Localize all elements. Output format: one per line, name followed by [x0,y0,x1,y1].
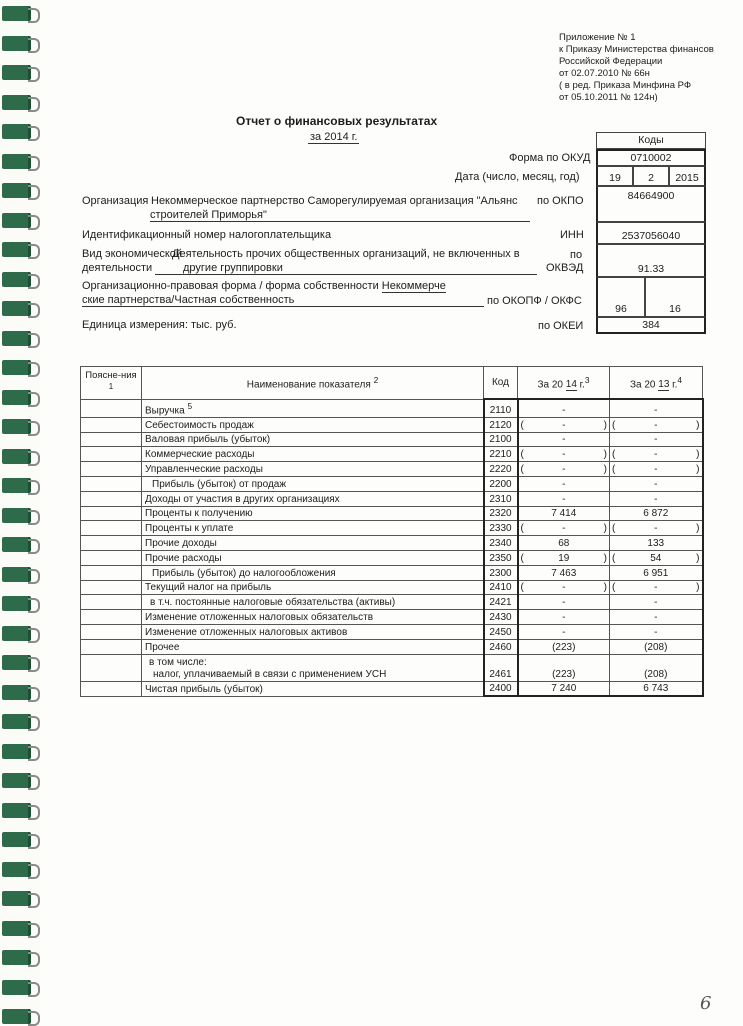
binding-ring-icon [2,596,31,611]
paren-close: ) [603,552,607,564]
paren-close: ) [603,419,607,431]
code-cell: 2310 [484,491,518,506]
note-cell [81,595,142,610]
indicator-text: Доходы от участия в других организациях [145,493,340,505]
value-cell [610,536,703,551]
code-cell: 2300 [484,565,518,580]
legal-label-text: Организационно-правовая форма / форма собственности [82,280,379,292]
indicator-name [142,432,484,447]
financial-results-table [80,366,704,697]
indicator-name [142,462,484,477]
binding-ring-icon [2,272,31,287]
value-text: - [562,611,566,623]
indicator-name [142,610,484,625]
paren-close: ) [696,419,700,431]
value-cell [518,551,610,566]
value-cell [518,462,610,477]
paren-close: ) [603,582,607,594]
binding-ring-icon [2,478,31,493]
note-cell [81,477,142,492]
indicator-text: Изменение отложенных налоговых активов [145,626,348,638]
value-text: 54 [650,552,662,564]
value-text: 6 872 [643,508,669,520]
indicator-text: Прочие расходы [145,552,222,564]
code-cell: 2110 [484,399,518,417]
table-row [81,565,703,580]
okved-label-top: по [570,249,583,261]
table-row [81,447,703,462]
value-text: - [562,404,566,416]
indicator-text: Валовая прибыль (убыток) [145,434,271,446]
value-cell [610,432,703,447]
table-row [81,506,703,521]
indicator-text: в т.ч. постоянные налоговые обязательства (активы) [150,597,396,609]
table-row [81,536,703,551]
indicator-name [142,565,484,580]
value-text: - [562,478,566,490]
paren-open: ( [612,449,616,461]
note-cell [81,536,142,551]
table-header-row [81,367,703,400]
paren-open: ( [520,523,524,535]
report-period: за 2014 г. [310,131,358,143]
note-cell [81,551,142,566]
indicator-text: Выручка [145,404,185,416]
value-text: - [654,523,658,535]
binding-ring-icon [2,980,31,995]
value-text: 7 463 [551,567,577,579]
okved-label: ОКВЭД [546,262,584,274]
okud-label: Форма по ОКУД [509,152,591,164]
value-text: - [654,434,658,446]
paren-close: ) [696,449,700,461]
col-name-header [142,367,484,400]
annex-line: Приложение № 1 [559,32,636,43]
note-cell [81,624,142,639]
value-cell [610,639,703,654]
binding-ring-icon [2,773,31,788]
col-prev-suffix: г. [672,379,678,391]
note-cell [81,447,142,462]
paren-close: ) [603,449,607,461]
value-text: - [654,478,658,490]
binding-ring-icon [2,655,31,670]
okopf-value: 96 [596,277,645,317]
table-row [81,551,703,566]
value-text: - [562,626,566,638]
col-cur-sup: 3 [584,374,590,385]
value-cell [610,491,703,506]
binding-ring-icon [2,950,31,965]
value-text: - [562,464,566,476]
codes-header: Коды [596,132,706,149]
value-cell [610,399,703,417]
code-cell: 2430 [484,610,518,625]
table-row [81,462,703,477]
note-cell [81,580,142,595]
paren-close: ) [603,523,607,535]
binding-ring-icon [2,685,31,700]
note-cell [81,506,142,521]
note-cell [81,639,142,654]
col-name-text: Наименование показателя [246,379,371,391]
value-text: (223) [552,641,576,653]
date-day: 19 [596,166,633,186]
binding-ring-icon [2,301,31,316]
note-cell [81,432,142,447]
note-cell [81,399,142,417]
paren-open: ( [612,552,616,564]
code-cell: 2210 [484,447,518,462]
code-cell: 2320 [484,506,518,521]
paren-open: ( [520,464,524,476]
okei-value: 384 [596,317,706,334]
indicator-text: Изменение отложенных налоговых обязательств [145,611,374,623]
value-cell [518,654,610,681]
value-cell [518,491,610,506]
value-cell [518,506,610,521]
value-text: - [562,449,566,461]
indicator-text: Прибыль (убыток) от продаж [152,478,287,490]
paren-close: ) [696,464,700,476]
value-cell [518,639,610,654]
value-cell [610,462,703,477]
value-cell [518,580,610,595]
code-cell: 2421 [484,595,518,610]
annex-block [559,32,714,104]
value-cell [518,536,610,551]
note-cell [81,565,142,580]
paren-open: ( [520,449,524,461]
value-cell [610,580,703,595]
value-cell [518,624,610,639]
report-title: Отчет о финансовых результатах [236,114,438,128]
binding-ring-icon [2,832,31,847]
value-text: 6 743 [643,683,669,695]
binding-ring-icon [2,242,31,257]
value-text: 7 414 [551,508,577,520]
col-note-text: Поясне-ния [85,369,137,381]
code-cell: 2330 [484,521,518,536]
col-cur-prefix: За 20 [537,379,563,391]
inn-value: 2537056040 [596,222,706,244]
value-text: (223) [552,668,576,680]
table-row [81,432,703,447]
code-cell: 2350 [484,551,518,566]
value-cell [610,595,703,610]
binding-ring-icon [2,567,31,582]
binding-ring-icon [2,390,31,405]
page-number: 6 [700,993,712,1014]
indicator-name [142,399,484,417]
value-text: - [654,464,658,476]
binding-ring-icon [2,154,31,169]
binding-ring-icon [2,803,31,818]
paren-close: ) [696,582,700,594]
binding-ring-icon [2,65,31,80]
table-row [81,399,703,417]
value-text: - [654,419,658,431]
okved-value: 91.33 [596,244,706,277]
paren-open: ( [520,552,524,564]
value-text: (208) [644,668,668,680]
org-name-line2: строителей Приморья" [150,209,530,222]
indicator-text: Управленческие расходы [145,464,263,476]
annex-line: ( в ред. Приказа Минфина РФ [559,80,692,91]
indicator-name [142,536,484,551]
indicator-name [142,639,484,654]
value-cell [610,447,703,462]
col-code-header: Код [484,367,518,400]
paren-open: ( [520,419,524,431]
okpo-value: 84664900 [596,186,706,222]
value-cell [518,565,610,580]
legal-line2: ские партнерства/Частная собственность [82,294,484,307]
inn-field-label: Идентификационный номер налогоплательщика [82,229,332,241]
value-cell [518,447,610,462]
binding-ring-icon [2,626,31,641]
date-month: 2 [633,166,669,186]
note-cell [81,521,142,536]
okopf-label: по ОКОПФ / ОКФС [487,295,582,307]
col-prev-header [610,367,703,400]
paren-open: ( [612,523,616,535]
binding-ring-icon [2,360,31,375]
indicator-text: Прочие доходы [145,538,217,549]
table-row [81,595,703,610]
binding-ring-icon [2,508,31,523]
indicator-name [142,477,484,492]
code-cell: 2220 [484,462,518,477]
indicator-name [142,624,484,639]
indicator-text: Себестоимость продаж [145,419,254,431]
annex-line: от 05.10.2011 № 124н) [559,92,658,103]
binding-ring-icon [2,744,31,759]
indicator-name [142,595,484,610]
value-text: - [654,404,658,416]
table-row [81,654,703,681]
note-cell [81,610,142,625]
value-text: - [562,597,566,609]
value-text: 6 951 [643,567,669,579]
unit-label: Единица измерения: тыс. руб. [82,319,237,331]
binding-ring-icon [2,36,31,51]
code-cell: 2410 [484,580,518,595]
indicator-name: Чистая прибыль (убыток) [142,681,484,696]
col-cur-header [518,367,610,400]
value-text: 133 [647,538,665,549]
value-text: - [562,434,566,446]
table-row [81,477,703,492]
binding-ring-icon [2,537,31,552]
code-cell: 2100 [484,432,518,447]
indicator-text: Прибыль (убыток) до налогообложения [152,567,336,579]
value-cell [518,521,610,536]
indicator-sup: 5 [187,400,193,411]
value-cell [610,477,703,492]
value-text: (208) [644,641,668,653]
org-name-line1: Некоммерческое партнерство Саморегулируемая организация "Альянс [151,195,518,207]
value-text: - [654,611,658,623]
note-cell [81,462,142,477]
inn-label: ИНН [560,229,584,241]
value-cell [518,610,610,625]
col-name-sup: 2 [373,375,379,386]
date-label: Дата (число, месяц, год) [455,171,580,183]
paren-open: ( [612,464,616,476]
value-cell [610,624,703,639]
annex-line: от 02.07.2010 № 66н [559,68,650,79]
col-prev-sup: 4 [677,374,683,385]
value-cell [518,681,610,696]
value-text: - [562,493,566,505]
table-row-net [81,681,703,696]
note-cell [81,654,142,681]
col-note-header [81,367,142,400]
value-text: - [562,523,566,535]
indicator-name [142,580,484,595]
code-cell: 2460 [484,639,518,654]
annex-line: к Приказу Министерства финансов [559,44,714,55]
table-row [81,491,703,506]
indicator-text: налог, уплачиваемый в связи с применением УСН [153,668,387,680]
table-row [81,521,703,536]
paren-open: ( [612,419,616,431]
okfs-value: 16 [645,277,706,317]
value-cell [610,417,703,432]
okud-value: 0710002 [596,149,706,166]
activity-label-1: Вид экономической [82,248,183,260]
value-cell [610,521,703,536]
table-row [81,417,703,432]
value-text: - [562,419,566,431]
binding-ring-icon [2,213,31,228]
binding-ring-icon [2,95,31,110]
indicator-text: Текущий налог на прибыль [145,582,272,594]
binding-ring-icon [2,862,31,877]
value-text: - [562,582,566,594]
value-cell [518,477,610,492]
code-cell: 2400 [484,681,518,696]
binding-ring-icon [2,331,31,346]
value-cell [518,417,610,432]
value-cell [610,506,703,521]
note-cell [81,417,142,432]
indicator-name [142,447,484,462]
value-text: - [654,626,658,638]
value-text: - [654,597,658,609]
value-text: - [654,582,658,594]
code-cell: 2450 [484,624,518,639]
value-cell [610,565,703,580]
binding-ring-icon [2,6,31,21]
value-text: - [654,493,658,505]
value-cell [610,551,703,566]
value-text: 19 [558,552,570,564]
col-cur-suffix: г. [579,379,585,391]
table-row [81,580,703,595]
indicator-text: Прочее [145,641,180,653]
value-cell [518,399,610,417]
indicator-text: Проценты к получению [145,508,253,520]
activity-label-2: деятельности [82,262,153,274]
indicator-name [142,506,484,521]
paren-close: ) [603,464,607,476]
code-cell: 2461 [484,654,518,681]
legal-line1: Некоммерче [381,280,446,292]
table-row [81,624,703,639]
binding-ring-icon [2,714,31,729]
paren-close: ) [696,552,700,564]
note-cell [81,491,142,506]
activity-line1: Деятельность прочих общественных организаций, не включенных в [172,248,520,260]
value-cell [518,432,610,447]
legal-label [82,280,446,292]
value-cell [610,681,703,696]
indicator-name [142,521,484,536]
paren-open: ( [612,582,616,594]
value-text: - [654,449,658,461]
date-year: 2015 [669,166,706,186]
indicator-text: Проценты к уплате [145,523,234,535]
indicator-name [142,654,484,681]
paren-close: ) [696,523,700,535]
binding-ring-icon [2,891,31,906]
binding-ring-icon [2,183,31,198]
value-text: 7 240 [551,683,577,695]
org-label: Организация [82,195,149,207]
code-cell: 2200 [484,477,518,492]
table-row [81,610,703,625]
value-cell [518,595,610,610]
col-note-sup: 1 [108,381,114,391]
okei-label: по ОКЕИ [538,320,584,332]
col-prev-year: 13 [658,379,670,391]
indicator-name [142,491,484,506]
col-prev-prefix: За 20 [629,379,656,391]
binding-ring-icon [2,449,31,464]
paren-open: ( [520,582,524,594]
note-cell [81,681,142,696]
incl-label: в том числе: [149,656,207,668]
value-cell [610,654,703,681]
table-row [81,639,703,654]
spiral-binding [0,0,40,1023]
binding-ring-icon [2,419,31,434]
binding-ring-icon [2,1009,31,1024]
okpo-label: по ОКПО [537,195,584,207]
indicator-text: Коммерческие расходы [145,449,255,461]
code-cell: 2340 [484,536,518,551]
binding-ring-icon [2,124,31,139]
value-text: 68 [558,538,570,549]
binding-ring-icon [2,921,31,936]
annex-line: Российской Федерации [559,56,663,67]
col-cur-year: 14 [565,379,577,391]
activity-line2: другие группировки [155,262,537,275]
indicator-name [142,551,484,566]
value-cell [610,610,703,625]
code-cell: 2120 [484,417,518,432]
indicator-name [142,417,484,432]
